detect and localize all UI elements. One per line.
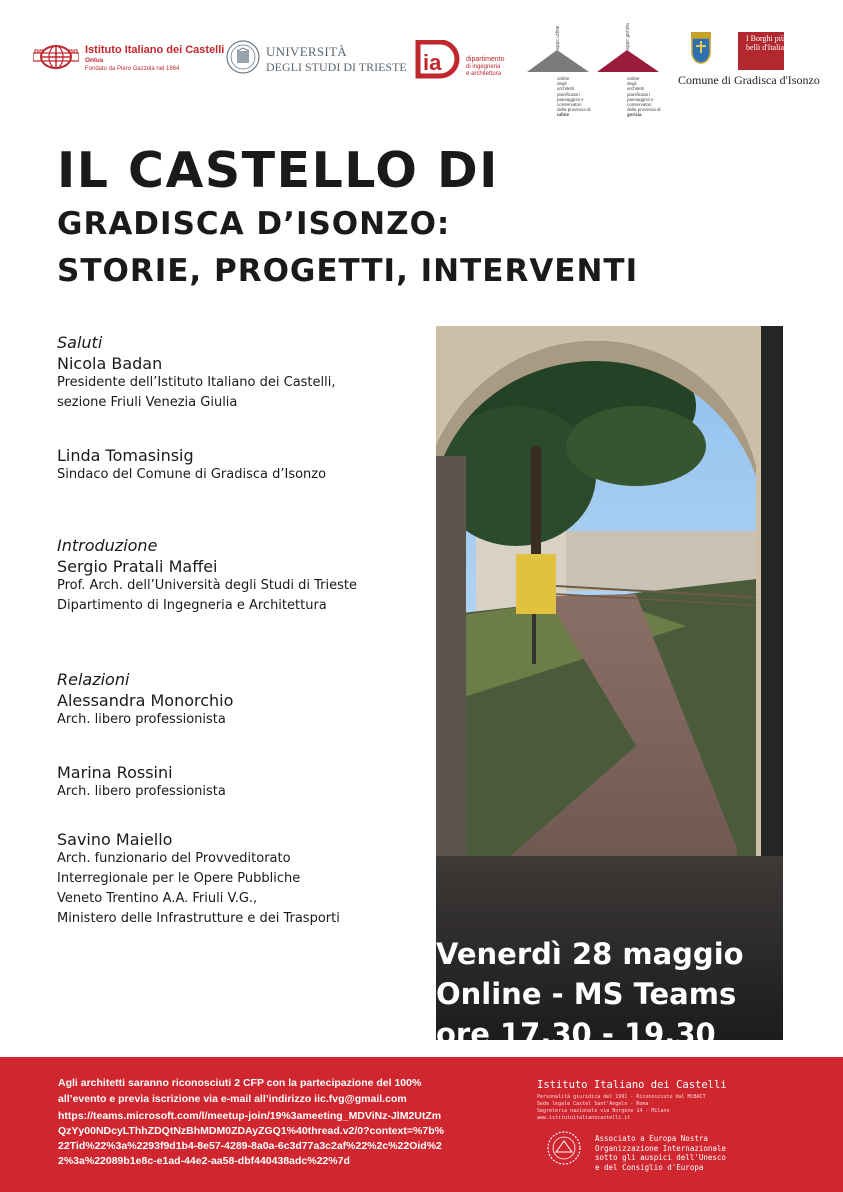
- ordine-udine-line: ordine: [557, 76, 570, 81]
- introduzione-section: [57, 536, 432, 616]
- relazioni-heading: Relazioni: [57, 670, 130, 689]
- iic-logo-founder: Fondato da Piero Gazzola nel 1964: [85, 66, 180, 72]
- footer-iic-detail: Segreteria nazionale via Borgese 14 - Milano: [537, 1108, 670, 1114]
- dia-logo-line1: dipartimento: [466, 56, 505, 63]
- cfp-line: Agli architetti saranno riconosciuti 2 CFP con la partecipazione del 100%: [58, 1077, 422, 1089]
- ordine-gorizia-line: pianificatori: [627, 91, 650, 97]
- castle-archway-image: [436, 326, 783, 1040]
- title-line2: GRADISCA D’ISONZO:: [57, 206, 451, 242]
- speaker-role: sezione Friuli Venezia Giulia: [57, 395, 238, 410]
- ordine-gorizia-text: [627, 76, 667, 118]
- dia-mark: [414, 40, 464, 80]
- europa-nostra-line: sotto gli auspici dell'Unesco: [595, 1153, 726, 1162]
- university-logo: [226, 40, 411, 80]
- ordine-gorizia-line: ordine: [627, 76, 640, 81]
- europa-nostra-text: [595, 1134, 795, 1172]
- university-logo-line2: DEGLI STUDI DI TRIESTE: [266, 60, 407, 74]
- speaker-role: Presidente dell’Istituto Italiano dei Castelli,: [57, 375, 336, 390]
- ordine-udine-line: pianificatori: [557, 91, 580, 97]
- comune-crest-icon: [688, 32, 714, 68]
- event-venue: Online - MS Teams: [436, 977, 737, 1011]
- speaker-name: Nicola Badan: [57, 354, 163, 373]
- ordine-gorizia-line: gorizia: [627, 112, 642, 118]
- ordine-gorizia-line: paesaggisti e: [627, 96, 654, 102]
- speaker-role: Ministero delle Infrastrutture e dei Trasporti: [57, 911, 340, 926]
- ordine-gorizia-line: degli: [627, 81, 637, 87]
- ordine-gorizia-line: architetti: [627, 86, 645, 92]
- ordine-gorizia-vertical-label: appc gorizia: [625, 23, 631, 50]
- ordine-gorizia-shape: [597, 50, 659, 76]
- cfp-line: all’evento e previa iscrizione via e-mail all’indirizzo iic.fvg@gmail.com: [58, 1093, 407, 1105]
- europa-nostra-line: Organizzazione Internazionale: [595, 1143, 726, 1153]
- iic-logo-name: Istituto Italiano dei Castelli: [85, 44, 225, 56]
- ordine-architetti-gorizia-logo: [597, 12, 661, 118]
- europa-nostra-seal-icon: [546, 1130, 582, 1166]
- footer-iic-name: Istituto Italiano dei Castelli: [537, 1079, 727, 1091]
- speaker-name: Marina Rossini: [57, 763, 173, 782]
- speaker-role: Interregionale per le Opere Pubbliche: [57, 871, 301, 886]
- speaker-name: Alessandra Monorchio: [57, 691, 234, 710]
- borghi-logo-text: I Borghi più belli d'Italia: [746, 34, 785, 52]
- ordine-gorizia-line: della provincia di: [627, 107, 661, 113]
- saluti-speaker-2: [57, 444, 432, 485]
- relazioni-section: [57, 670, 432, 730]
- event-date: Venerdì 28 maggio: [436, 937, 744, 971]
- saluti-section: [57, 333, 432, 413]
- title-line1: IL CASTELLO DI: [57, 142, 499, 199]
- ordine-udine-shape: [527, 50, 589, 76]
- saluti-heading: Saluti: [57, 333, 103, 352]
- footer-iic-detail: Personalità giuridica del 1991 - Riconosciuto dal MiBACT: [537, 1094, 706, 1100]
- globe-castle-icon: [33, 44, 79, 70]
- speaker-name: Sergio Pratali Maffei: [57, 557, 218, 576]
- ordine-udine-vertical-label: appc udine: [555, 25, 561, 50]
- speaker-role: Arch. funzionario del Provveditorato: [57, 851, 291, 866]
- speaker-role: Arch. libero professionista: [57, 784, 226, 799]
- ordine-udine-line: della provincia di: [557, 107, 591, 113]
- comune-logo-text: Comune di Gradisca d'Isonzo: [678, 73, 820, 87]
- university-seal-icon: [226, 40, 260, 74]
- speaker-role: Arch. libero professionista: [57, 712, 226, 727]
- europa-nostra-line: e del Consiglio d'Europa: [595, 1162, 704, 1172]
- cfp-notice: [58, 1075, 458, 1107]
- ordine-udine-line: udine: [557, 112, 569, 118]
- title-line3: STORIE, PROGETTI, INTERVENTI: [57, 253, 639, 289]
- footer-iic-website[interactable]: www.istitutoitalianocastelli.it: [537, 1115, 631, 1121]
- dia-logo-line2: di ingegneria: [466, 64, 501, 70]
- speaker-name: Linda Tomasinsig: [57, 446, 194, 465]
- ordine-architetti-udine-logo: [527, 12, 591, 118]
- teams-meeting-link[interactable]: https://teams.microsoft.com/l/meetup-join/19%3ameeting_MDViNz-JlM2UtZmQzYy00NDcyLThhZDQtNzBhMDM0ZDAyZGQ1%40thread.v2/0?context=%7b%22Tid%22%3a%2293f9d1b4-8e57-4289-8a0a-6c3d77a3c2af%22%2c%22Oid%22%3a%22089b1e8c-e1ad-44e2-aa58-dbf440438adc%22%7d: [58, 1110, 444, 1167]
- speaker-role: Sindaco del Comune di Gradisca d’Isonzo: [57, 467, 327, 482]
- introduzione-heading: Introduzione: [57, 536, 158, 555]
- castle-archway-photo: [436, 326, 783, 1040]
- ordine-udine-line: paesaggisti e: [557, 96, 584, 102]
- ordine-udine-line: architetti: [557, 86, 575, 92]
- ordine-udine-line: degli: [557, 81, 567, 87]
- dia-logo: [414, 40, 524, 82]
- event-time: ore 17.30 - 19.30: [436, 1017, 716, 1051]
- speaker-role: Veneto Trentino A.A. Friuli V.G.,: [57, 891, 258, 906]
- iic-logo-onlus: Onlus: [85, 57, 104, 64]
- speaker-role: Dipartimento di Ingegneria e Architettura: [57, 598, 327, 613]
- iic-logo: [33, 40, 223, 80]
- footer-iic-detail: Sede legale Castel Sant'Angelo - Roma: [537, 1101, 649, 1107]
- relazioni-speaker-2: [57, 761, 432, 802]
- footer: [0, 1057, 843, 1192]
- ordine-udine-line: conservatori: [557, 102, 582, 108]
- ordine-udine-text: [557, 76, 597, 118]
- speaker-name: Savino Maiello: [57, 830, 173, 849]
- partner-logos: [0, 0, 843, 118]
- ordine-gorizia-line: conservatori: [627, 102, 652, 108]
- dia-mark-text: ia: [423, 50, 442, 75]
- dia-logo-line3: e architettura: [466, 71, 502, 77]
- relazioni-speaker-3: [57, 828, 432, 929]
- university-logo-line1: UNIVERSITÀ: [266, 44, 347, 59]
- europa-nostra-line: Associato a Europa Nostra: [595, 1134, 708, 1143]
- gradisca-logos: [676, 30, 821, 90]
- speaker-role: Prof. Arch. dell’Università degli Studi di Trieste: [57, 578, 358, 593]
- event-info: [436, 934, 836, 1054]
